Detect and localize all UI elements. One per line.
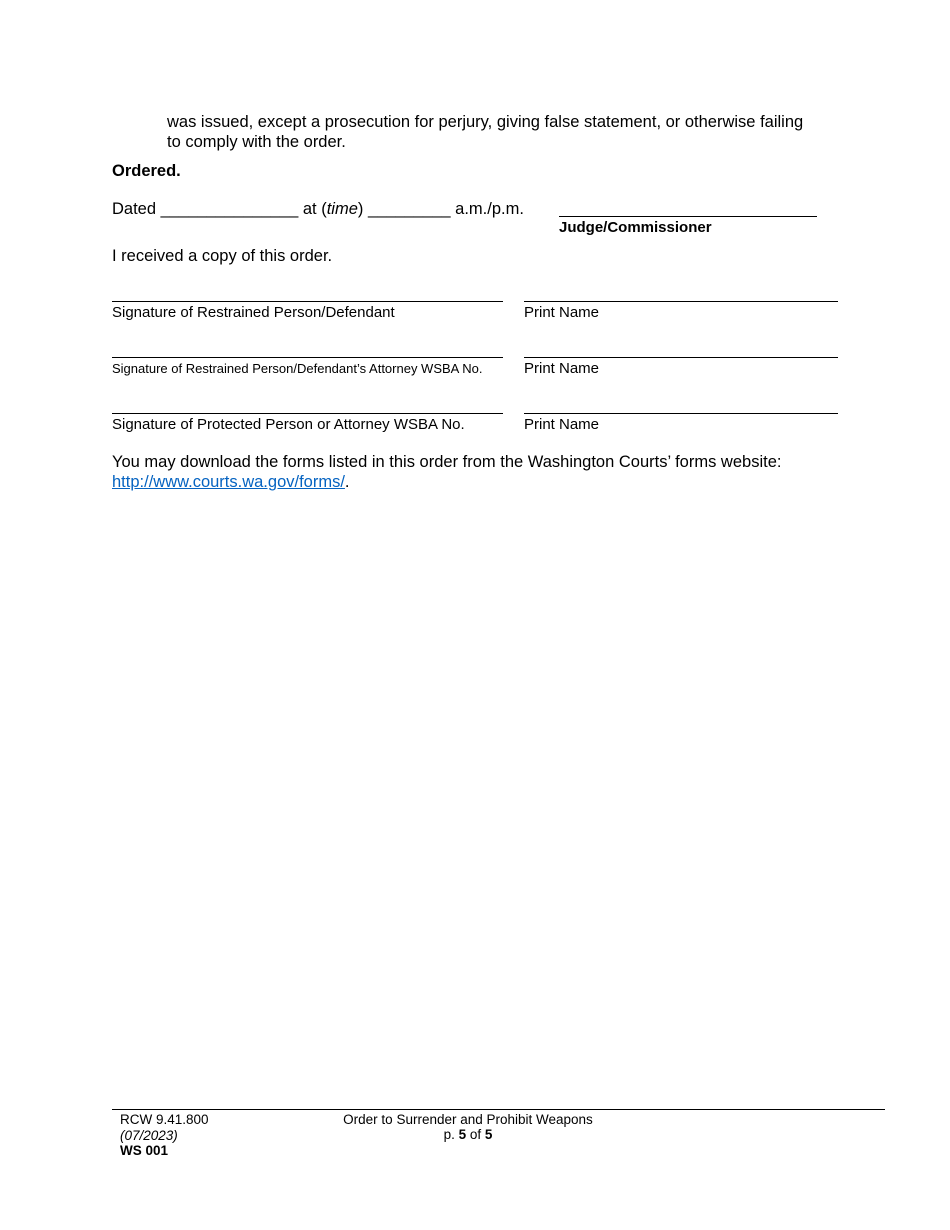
forms-website-link[interactable]: http://www.courts.wa.gov/forms/: [112, 473, 345, 491]
page-total: 5: [484, 1127, 493, 1142]
protected-signature-line[interactable]: [112, 413, 503, 414]
close-paren: ): [357, 200, 364, 218]
page-prefix: p.: [443, 1127, 459, 1142]
page-current: 5: [458, 1127, 467, 1142]
restrained-print-line[interactable]: [524, 301, 838, 302]
received-text: I received a copy of this order.: [112, 247, 333, 265]
judge-label: Judge/Commissioner: [559, 219, 712, 236]
footer-date: (07/2023): [120, 1128, 178, 1143]
continued-text-line-2: to comply with the order.: [167, 133, 346, 151]
attorney-print-label: Print Name: [524, 360, 600, 377]
footer-divider: [112, 1109, 885, 1110]
continued-text-line-1: was issued, except a prosecution for perjury, giving false statement, or otherwise failing: [167, 113, 804, 131]
footer-rcw: RCW 9.41.800: [120, 1112, 209, 1127]
restrained-print-label: Print Name: [524, 304, 600, 321]
protected-print-label: Print Name: [524, 416, 600, 433]
protected-signature-label: Signature of Protected Person or Attorney WSBA No.: [112, 416, 465, 433]
date-blank[interactable]: _______________: [160, 200, 299, 218]
attorney-signature-line[interactable]: [112, 357, 503, 358]
protected-print-line[interactable]: [524, 413, 838, 414]
attorney-signature-label: Signature of Restrained Person/Defendant’s Attorney WSBA No.: [112, 361, 483, 376]
footer-page-number: [318, 1127, 618, 1143]
ampm-label: a.m./p.m.: [455, 200, 524, 218]
download-text: You may download the forms listed in this order from the Washington Courts’ forms website:: [112, 453, 782, 471]
at-label: at (: [298, 200, 327, 218]
download-link-line: [112, 472, 350, 492]
footer-form-code: WS 001: [120, 1143, 169, 1158]
time-blank[interactable]: _________: [367, 200, 451, 218]
link-period: .: [344, 473, 350, 491]
page-of: of: [466, 1127, 485, 1142]
restrained-signature-line[interactable]: [112, 301, 503, 302]
footer-title: Order to Surrender and Prohibit Weapons: [343, 1112, 593, 1127]
judge-signature-line[interactable]: [559, 216, 817, 217]
restrained-signature-label: Signature of Restrained Person/Defendant: [112, 304, 395, 321]
ordered-heading: Ordered.: [112, 162, 181, 180]
time-label: time: [326, 200, 358, 218]
dated-line: [112, 199, 524, 219]
attorney-print-line[interactable]: [524, 357, 838, 358]
dated-label: Dated: [112, 200, 157, 218]
